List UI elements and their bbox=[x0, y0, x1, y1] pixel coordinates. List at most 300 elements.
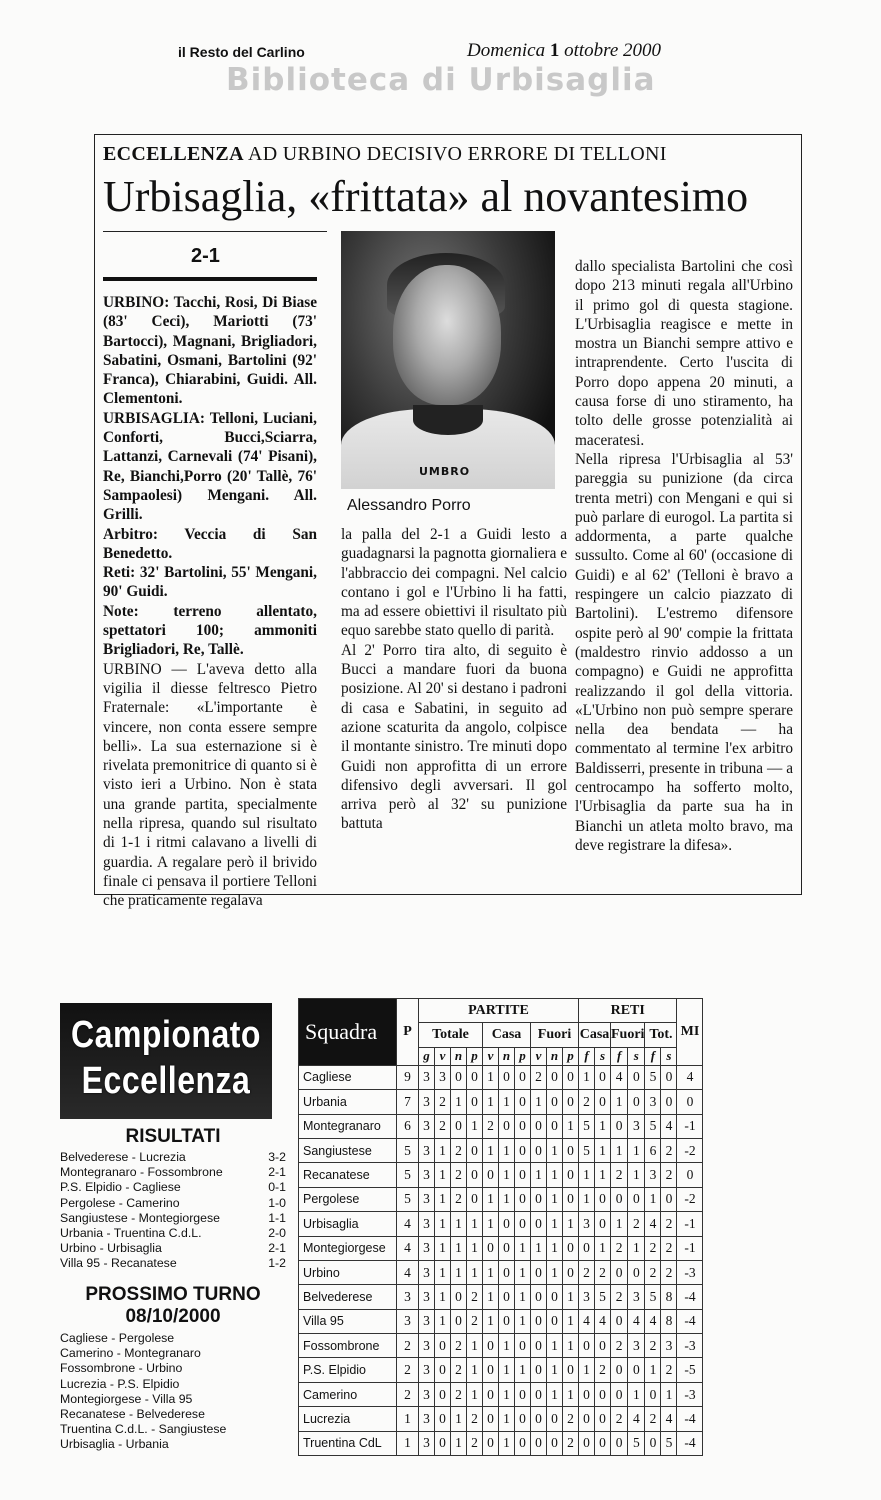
stat-cell: 0 bbox=[467, 1090, 483, 1114]
stat-cell: 1 bbox=[483, 1285, 499, 1309]
stat-cell: 3 bbox=[419, 1114, 435, 1138]
stat-cell: 0 bbox=[515, 1090, 531, 1114]
stat-cell: 1 bbox=[451, 1090, 467, 1114]
stat-cell: 2 bbox=[483, 1114, 499, 1138]
result-score: 1-1 bbox=[268, 1210, 286, 1225]
stat-cell: 1 bbox=[547, 1163, 563, 1187]
result-score: 2-0 bbox=[268, 1226, 286, 1241]
stat-cell: 0 bbox=[499, 1285, 515, 1309]
stat-cell: 1 bbox=[628, 1138, 645, 1162]
stat-cell: 0 bbox=[547, 1309, 563, 1333]
stat-cell: 2 bbox=[451, 1138, 467, 1162]
stat-cell: 3 bbox=[579, 1212, 595, 1236]
stat-cell: 1 bbox=[531, 1236, 547, 1260]
header-totale: Totale bbox=[419, 1023, 483, 1047]
team-mi: -3 bbox=[677, 1260, 703, 1284]
team-mi: -4 bbox=[677, 1431, 703, 1455]
article bbox=[94, 134, 802, 910]
stat-cell: 1 bbox=[515, 1358, 531, 1382]
stat-cell: 3 bbox=[645, 1163, 661, 1187]
team-mi: -3 bbox=[677, 1334, 703, 1358]
result-row bbox=[60, 1150, 286, 1165]
team-mi: -2 bbox=[677, 1138, 703, 1162]
stat-cell: 2 bbox=[611, 1163, 628, 1187]
stat-cell: 1 bbox=[515, 1285, 531, 1309]
stat-cell: 1 bbox=[467, 1334, 483, 1358]
table-row bbox=[299, 1260, 703, 1284]
stat-cell: 5 bbox=[645, 1114, 661, 1138]
stat-cell: 3 bbox=[419, 1309, 435, 1333]
stat-cell: 3 bbox=[661, 1334, 677, 1358]
stat-cell: 1 bbox=[595, 1236, 611, 1260]
stat-cell: 0 bbox=[628, 1065, 645, 1089]
stat-cell: 0 bbox=[515, 1407, 531, 1431]
stat-cell: 1 bbox=[499, 1187, 515, 1211]
stat-cell: 0 bbox=[531, 1114, 547, 1138]
stat-cell: 3 bbox=[419, 1407, 435, 1431]
result-row bbox=[60, 1211, 286, 1226]
result-row bbox=[60, 1256, 286, 1271]
header-reti-fuori: Fuori bbox=[611, 1023, 645, 1047]
stat-cell: 0 bbox=[515, 1114, 531, 1138]
stat-cell: 2 bbox=[563, 1407, 579, 1431]
stat-cell: 2 bbox=[579, 1260, 595, 1284]
stat-cell: 1 bbox=[531, 1163, 547, 1187]
stat-cell: 1 bbox=[435, 1163, 451, 1187]
result-score: 3-2 bbox=[268, 1150, 286, 1164]
stat-cell: 1 bbox=[563, 1212, 579, 1236]
stat-cell: 0 bbox=[499, 1114, 515, 1138]
team-name: Urbania bbox=[299, 1090, 397, 1114]
next-round-list bbox=[60, 1331, 286, 1453]
stat-cell: 0 bbox=[515, 1065, 531, 1089]
stat-cell: 4 bbox=[645, 1212, 661, 1236]
stat-cell: 2 bbox=[467, 1285, 483, 1309]
stat-cell: 2 bbox=[661, 1236, 677, 1260]
stat-cell: 0 bbox=[645, 1431, 661, 1455]
team-points: 5 bbox=[397, 1187, 419, 1211]
date-month-year: ottobre 2000 bbox=[564, 40, 662, 61]
stat-cell: 1 bbox=[499, 1407, 515, 1431]
subheader-cell: s bbox=[628, 1047, 645, 1065]
stat-cell: 1 bbox=[435, 1187, 451, 1211]
stat-cell: 1 bbox=[547, 1358, 563, 1382]
stat-cell: 1 bbox=[515, 1236, 531, 1260]
stat-cell: 3 bbox=[419, 1236, 435, 1260]
stat-cell: 1 bbox=[467, 1212, 483, 1236]
table-row bbox=[299, 1187, 703, 1211]
headline: Urbisaglia, «frittata» al novantesimo bbox=[103, 172, 749, 221]
stat-cell: 1 bbox=[499, 1382, 515, 1406]
stat-cell: 1 bbox=[451, 1260, 467, 1284]
team-mi: -4 bbox=[677, 1407, 703, 1431]
stat-cell: 3 bbox=[419, 1163, 435, 1187]
stat-cell: 1 bbox=[435, 1285, 451, 1309]
stat-cell: 2 bbox=[451, 1382, 467, 1406]
table-row bbox=[299, 1212, 703, 1236]
stat-cell: 3 bbox=[419, 1431, 435, 1455]
team-mi: -4 bbox=[677, 1309, 703, 1333]
stat-cell: 8 bbox=[661, 1309, 677, 1333]
tabellino-note: Note: terreno allentato, spettatori 100; ammoniti Brigliadori, Re, Tallè. bbox=[103, 602, 317, 659]
stat-cell: 0 bbox=[661, 1187, 677, 1211]
subheader-cell: p bbox=[467, 1047, 483, 1065]
table-row bbox=[299, 1163, 703, 1187]
stat-cell: 2 bbox=[661, 1138, 677, 1162]
stat-cell: 0 bbox=[435, 1407, 451, 1431]
stat-cell: 0 bbox=[547, 1065, 563, 1089]
table-row bbox=[299, 1065, 703, 1089]
team-points: 5 bbox=[397, 1138, 419, 1162]
stat-cell: 0 bbox=[563, 1065, 579, 1089]
stat-cell: 2 bbox=[645, 1260, 661, 1284]
stat-cell: 0 bbox=[595, 1065, 611, 1089]
tabellino-arbitro: Arbitro: Veccia di San Benedetto. bbox=[103, 525, 317, 562]
subheader-cell: s bbox=[595, 1047, 611, 1065]
stat-cell: 1 bbox=[611, 1138, 628, 1162]
jersey-logo: UMBRO bbox=[419, 465, 471, 478]
stat-cell: 3 bbox=[419, 1138, 435, 1162]
kicker bbox=[103, 143, 667, 166]
stat-cell: 0 bbox=[467, 1187, 483, 1211]
stat-cell: 0 bbox=[467, 1065, 483, 1089]
stat-cell: 0 bbox=[531, 1285, 547, 1309]
stat-cell: 3 bbox=[419, 1260, 435, 1284]
result-row bbox=[60, 1241, 286, 1256]
subheader-cell: n bbox=[499, 1047, 515, 1065]
stat-cell: 1 bbox=[595, 1163, 611, 1187]
fixture-item: Cagliese - Pergolese bbox=[60, 1331, 175, 1345]
body-paragraph: dallo specialista Bartolini che così dopo 213 minuti regala all'Urbino il primo gol di questa stagione. L'Urbisaglia reagisce e mette in mostra un Bianchi sempre attivo e intraprendente. Certo l'uscita di Porro dopo appena 20 minuti, a causa forse di uno stiramento, ha tolto delle grosse potenzialità ai maceratesi. bbox=[575, 258, 793, 449]
stat-cell: 0 bbox=[435, 1382, 451, 1406]
stat-cell: 5 bbox=[645, 1065, 661, 1089]
team-mi: 4 bbox=[677, 1065, 703, 1089]
campionato-title bbox=[60, 1003, 272, 1119]
stat-cell: 0 bbox=[628, 1090, 645, 1114]
stat-cell: 2 bbox=[611, 1334, 628, 1358]
stat-cell: 1 bbox=[499, 1163, 515, 1187]
stat-cell: 2 bbox=[451, 1334, 467, 1358]
team-points: 6 bbox=[397, 1114, 419, 1138]
stat-cell: 2 bbox=[661, 1260, 677, 1284]
stat-cell: 0 bbox=[563, 1138, 579, 1162]
stat-cell: 1 bbox=[435, 1212, 451, 1236]
stat-cell: 1 bbox=[563, 1285, 579, 1309]
team-name: Recanatese bbox=[299, 1163, 397, 1187]
stat-cell: 1 bbox=[483, 1138, 499, 1162]
team-points: 4 bbox=[397, 1260, 419, 1284]
stat-cell: 0 bbox=[628, 1260, 645, 1284]
table-row bbox=[299, 1236, 703, 1260]
team-points: 1 bbox=[397, 1407, 419, 1431]
team-points: 5 bbox=[397, 1163, 419, 1187]
stat-cell: 1 bbox=[628, 1163, 645, 1187]
stat-cell: 1 bbox=[579, 1358, 595, 1382]
stat-cell: 0 bbox=[435, 1358, 451, 1382]
stat-cell: 0 bbox=[515, 1187, 531, 1211]
team-name: Truentina CdL bbox=[299, 1431, 397, 1455]
fixture-item: Fossombrone - Urbino bbox=[60, 1361, 183, 1376]
stat-cell: 0 bbox=[515, 1163, 531, 1187]
stat-cell: 3 bbox=[628, 1114, 645, 1138]
stat-cell: 1 bbox=[451, 1431, 467, 1455]
result-match: Sangiustese - Montegiorgese bbox=[60, 1210, 220, 1225]
issue-date bbox=[467, 40, 661, 62]
team-mi: -1 bbox=[677, 1236, 703, 1260]
stat-cell: 1 bbox=[499, 1334, 515, 1358]
stat-cell: 0 bbox=[563, 1163, 579, 1187]
stat-cell: 0 bbox=[579, 1382, 595, 1406]
team-points: 1 bbox=[397, 1431, 419, 1455]
stat-cell: 1 bbox=[515, 1309, 531, 1333]
stat-cell: 1 bbox=[451, 1407, 467, 1431]
stat-cell: 0 bbox=[595, 1212, 611, 1236]
stat-cell: 1 bbox=[563, 1309, 579, 1333]
stat-cell: 2 bbox=[451, 1163, 467, 1187]
stat-cell: 1 bbox=[547, 1236, 563, 1260]
stat-cell: 0 bbox=[563, 1358, 579, 1382]
team-name: Urbisaglia bbox=[299, 1212, 397, 1236]
results-list bbox=[60, 1150, 286, 1272]
stat-cell: 2 bbox=[661, 1163, 677, 1187]
stat-cell: 0 bbox=[483, 1407, 499, 1431]
stat-cell: 3 bbox=[419, 1212, 435, 1236]
stat-cell: 1 bbox=[563, 1382, 579, 1406]
table-row bbox=[299, 1114, 703, 1138]
stat-cell: 3 bbox=[419, 1090, 435, 1114]
stat-cell: 0 bbox=[595, 1431, 611, 1455]
stat-cell: 0 bbox=[483, 1236, 499, 1260]
stat-cell: 0 bbox=[563, 1260, 579, 1284]
campionato-title-line1: Campionato bbox=[71, 1012, 261, 1056]
team-name: Montegranaro bbox=[299, 1114, 397, 1138]
stat-cell: 0 bbox=[645, 1382, 661, 1406]
stat-cell: 2 bbox=[451, 1187, 467, 1211]
stat-cell: 4 bbox=[628, 1407, 645, 1431]
fixture-item: Truentina C.d.L. - Sangiustese bbox=[60, 1422, 227, 1437]
stat-cell: 1 bbox=[483, 1187, 499, 1211]
result-match: Urbania - Truentina C.d.L. bbox=[60, 1226, 202, 1241]
stat-cell: 0 bbox=[547, 1114, 563, 1138]
subheader-cell: f bbox=[611, 1047, 628, 1065]
team-points: 4 bbox=[397, 1236, 419, 1260]
stat-cell: 3 bbox=[628, 1285, 645, 1309]
stat-cell: 0 bbox=[547, 1090, 563, 1114]
stat-cell: 0 bbox=[547, 1431, 563, 1455]
header-fuori: Fuori bbox=[531, 1023, 579, 1047]
team-mi: -2 bbox=[677, 1187, 703, 1211]
stat-cell: 0 bbox=[611, 1260, 628, 1284]
team-name: Fossombrone bbox=[299, 1334, 397, 1358]
article-column-2 bbox=[341, 525, 567, 834]
table-row bbox=[299, 1285, 703, 1309]
date-day: 1 bbox=[549, 40, 560, 61]
stat-cell: 0 bbox=[611, 1358, 628, 1382]
team-points: 9 bbox=[397, 1065, 419, 1089]
team-name: Lucrezia bbox=[299, 1407, 397, 1431]
stat-cell: 0 bbox=[531, 1138, 547, 1162]
tabellino-urbisaglia: URBISAGLIA: Telloni, Luciani, Conforti, Bucci,Sciarra, Lattanzi, Carnevali (74' Pisani), Re, Bianchi,Porro (20' Tallè, 76' Sampaolesi) Mengani. All. Grilli. bbox=[103, 409, 317, 524]
table-row bbox=[299, 1138, 703, 1162]
results-heading: RISULTATI bbox=[125, 1126, 221, 1147]
stat-cell: 0 bbox=[515, 1382, 531, 1406]
stat-cell: 4 bbox=[579, 1309, 595, 1333]
stat-cell: 4 bbox=[595, 1309, 611, 1333]
stat-cell: 5 bbox=[579, 1114, 595, 1138]
subheader-cell: f bbox=[645, 1047, 661, 1065]
stat-cell: 1 bbox=[467, 1114, 483, 1138]
stat-cell: 0 bbox=[579, 1334, 595, 1358]
stat-cell: 1 bbox=[467, 1260, 483, 1284]
stat-cell: 1 bbox=[547, 1260, 563, 1284]
stat-cell: 0 bbox=[611, 1309, 628, 1333]
subheader-cell: p bbox=[515, 1047, 531, 1065]
stat-cell: 2 bbox=[467, 1431, 483, 1455]
stat-cell: 1 bbox=[483, 1090, 499, 1114]
team-mi: 0 bbox=[677, 1163, 703, 1187]
result-match: Villa 95 - Recanatese bbox=[60, 1256, 177, 1271]
stat-cell: 0 bbox=[499, 1309, 515, 1333]
stat-cell: 2 bbox=[645, 1407, 661, 1431]
tabellino-reti: Reti: 32' Bartolini, 55' Mengani, 90' Guidi. bbox=[103, 564, 317, 601]
table-row bbox=[299, 1090, 703, 1114]
subheader-cell: v bbox=[483, 1047, 499, 1065]
body-paragraph: Al 2' Porro tira alto, di seguito è Bucci a mandare fuori da buona posizione. Al 20' si destano i padroni di casa e Sabatini, in seguito ad azione scaturita da angolo, colpisce il montante sinistro. Tre minuti dopo Guidi non approfitta di un errore difensivo degli avversari. Il gol arriva però al 32' su punizione battuta bbox=[341, 641, 567, 833]
team-name: Urbino bbox=[299, 1260, 397, 1284]
header-punti: P bbox=[397, 999, 419, 1066]
stat-cell: 1 bbox=[499, 1138, 515, 1162]
stat-cell: 1 bbox=[531, 1090, 547, 1114]
stat-cell: 1 bbox=[435, 1260, 451, 1284]
fixture-item: Montegiorgese - Villa 95 bbox=[60, 1391, 193, 1406]
body-paragraph: URBINO — L'aveva detto alla vigilia il diesse feltresco Pietro Fraternale: «L'importante è vincere, non conta essere sempre belli». La sua esternazione si è rivelata premonitrice di quanto si è visto ieri a Urbino. Non è stata una grande partita, specialmente nella ripresa, quando sul risultato di 1-1 i ritmi calavano a livelli di guardia. A regalare però il brivido finale ci pensava il portiere Telloni che praticamente regalava bbox=[103, 660, 317, 910]
team-name: Pergolese bbox=[299, 1187, 397, 1211]
stat-cell: 0 bbox=[628, 1358, 645, 1382]
stat-cell: 0 bbox=[499, 1065, 515, 1089]
stat-cell: 0 bbox=[547, 1407, 563, 1431]
team-name: Cagliese bbox=[299, 1065, 397, 1089]
stat-cell: 0 bbox=[595, 1090, 611, 1114]
subheader-cell: v bbox=[531, 1047, 547, 1065]
fixture-item: Camerino - Montegranaro bbox=[60, 1346, 201, 1361]
stat-cell: 2 bbox=[661, 1212, 677, 1236]
result-match: Montegranaro - Fossombrone bbox=[60, 1165, 223, 1180]
team-name: Sangiustese bbox=[299, 1138, 397, 1162]
stat-cell: 0 bbox=[515, 1334, 531, 1358]
stat-cell: 1 bbox=[547, 1382, 563, 1406]
subheader-cell: n bbox=[547, 1047, 563, 1065]
stat-cell: 0 bbox=[467, 1163, 483, 1187]
stat-cell: 1 bbox=[451, 1212, 467, 1236]
stat-cell: 1 bbox=[435, 1138, 451, 1162]
stat-cell: 2 bbox=[435, 1090, 451, 1114]
subheader-cell: g bbox=[419, 1047, 435, 1065]
subheader-cell: s bbox=[661, 1047, 677, 1065]
stat-cell: 1 bbox=[579, 1065, 595, 1089]
stat-cell: 2 bbox=[467, 1407, 483, 1431]
stat-cell: 1 bbox=[467, 1382, 483, 1406]
stat-cell: 0 bbox=[628, 1187, 645, 1211]
stat-cell: 0 bbox=[531, 1260, 547, 1284]
stat-cell: 4 bbox=[661, 1114, 677, 1138]
stat-cell: 0 bbox=[563, 1090, 579, 1114]
stat-cell: 0 bbox=[515, 1431, 531, 1455]
stat-cell: 2 bbox=[661, 1358, 677, 1382]
team-mi: -3 bbox=[677, 1382, 703, 1406]
stat-cell: 0 bbox=[611, 1187, 628, 1211]
stat-cell: 0 bbox=[595, 1187, 611, 1211]
stat-cell: 1 bbox=[467, 1236, 483, 1260]
next-round-date: 08/10/2000 bbox=[125, 1306, 221, 1327]
stat-cell: 4 bbox=[645, 1309, 661, 1333]
stat-cell: 8 bbox=[661, 1285, 677, 1309]
result-row bbox=[60, 1196, 286, 1211]
stat-cell: 1 bbox=[661, 1382, 677, 1406]
player-photo bbox=[341, 231, 555, 489]
score: 2-1 bbox=[191, 245, 220, 267]
team-points: 2 bbox=[397, 1334, 419, 1358]
stat-cell: 1 bbox=[483, 1212, 499, 1236]
subheader-cell: n bbox=[451, 1047, 467, 1065]
result-score: 2-1 bbox=[268, 1165, 286, 1180]
result-score: 0-1 bbox=[268, 1180, 286, 1195]
stat-cell: 0 bbox=[499, 1212, 515, 1236]
body-paragraph: Nella ripresa l'Urbisaglia al 53' pareggia su punizione (da circa trenta metri) con Mengani e qui si può parlare di eurogol. La partita si addormenta, a parte qualche sussulto. Come al 60' (occasione di Guidi) e al 62' (Telloni è bravo a respingere un calcio piazzato di Bartolini). L'estremo difensore ospite però al 90' compie la frittata (maldestro rinvio addosso a un compagno) e Guidi ne approfitta realizzando il gol della vittoria. «L'Urbino non può sempre sperare nella dea bendata — ha commentato al termine l'ex arbitro Baldisserri, presente in tribuna — a centrocampo ha sofferto molto, l'Urbisaglia da parte sua ha in Bianchi un atleta molto bravo, ma deve registrare la difesa». bbox=[575, 450, 793, 854]
stat-cell: 0 bbox=[451, 1114, 467, 1138]
stat-cell: 0 bbox=[661, 1090, 677, 1114]
stat-cell: 0 bbox=[483, 1334, 499, 1358]
stat-cell: 1 bbox=[645, 1187, 661, 1211]
stat-cell: 3 bbox=[419, 1382, 435, 1406]
stat-cell: 0 bbox=[611, 1431, 628, 1455]
stat-cell: 3 bbox=[419, 1065, 435, 1089]
stat-cell: 3 bbox=[419, 1334, 435, 1358]
result-row bbox=[60, 1165, 286, 1180]
result-score: 1-0 bbox=[268, 1195, 286, 1210]
stat-cell: 0 bbox=[531, 1334, 547, 1358]
stat-cell: 1 bbox=[645, 1358, 661, 1382]
result-row bbox=[60, 1180, 286, 1195]
stat-cell: 0 bbox=[451, 1309, 467, 1333]
header-squadra: Squadra bbox=[299, 999, 397, 1066]
stat-cell: 1 bbox=[595, 1138, 611, 1162]
stat-cell: 0 bbox=[531, 1212, 547, 1236]
stat-cell: 3 bbox=[435, 1065, 451, 1089]
stat-cell: 4 bbox=[611, 1065, 628, 1089]
stat-cell: 0 bbox=[579, 1407, 595, 1431]
stat-cell: 0 bbox=[451, 1065, 467, 1089]
team-points: 3 bbox=[397, 1309, 419, 1333]
team-name: Montegiorgese bbox=[299, 1236, 397, 1260]
stat-cell: 0 bbox=[579, 1236, 595, 1260]
stat-cell: 0 bbox=[531, 1382, 547, 1406]
team-mi: -4 bbox=[677, 1285, 703, 1309]
team-points: 2 bbox=[397, 1358, 419, 1382]
stat-cell: 2 bbox=[595, 1260, 611, 1284]
stat-cell: 6 bbox=[645, 1138, 661, 1162]
stat-cell: 2 bbox=[467, 1309, 483, 1333]
stat-cell: 1 bbox=[435, 1309, 451, 1333]
stat-cell: 3 bbox=[645, 1090, 661, 1114]
stat-cell: 1 bbox=[611, 1212, 628, 1236]
stat-cell: 0 bbox=[563, 1236, 579, 1260]
stat-cell: 2 bbox=[595, 1358, 611, 1382]
stat-cell: 2 bbox=[611, 1285, 628, 1309]
stat-cell: 2 bbox=[563, 1431, 579, 1455]
stat-cell: 0 bbox=[499, 1236, 515, 1260]
team-mi: 0 bbox=[677, 1090, 703, 1114]
team-name: Camerino bbox=[299, 1382, 397, 1406]
